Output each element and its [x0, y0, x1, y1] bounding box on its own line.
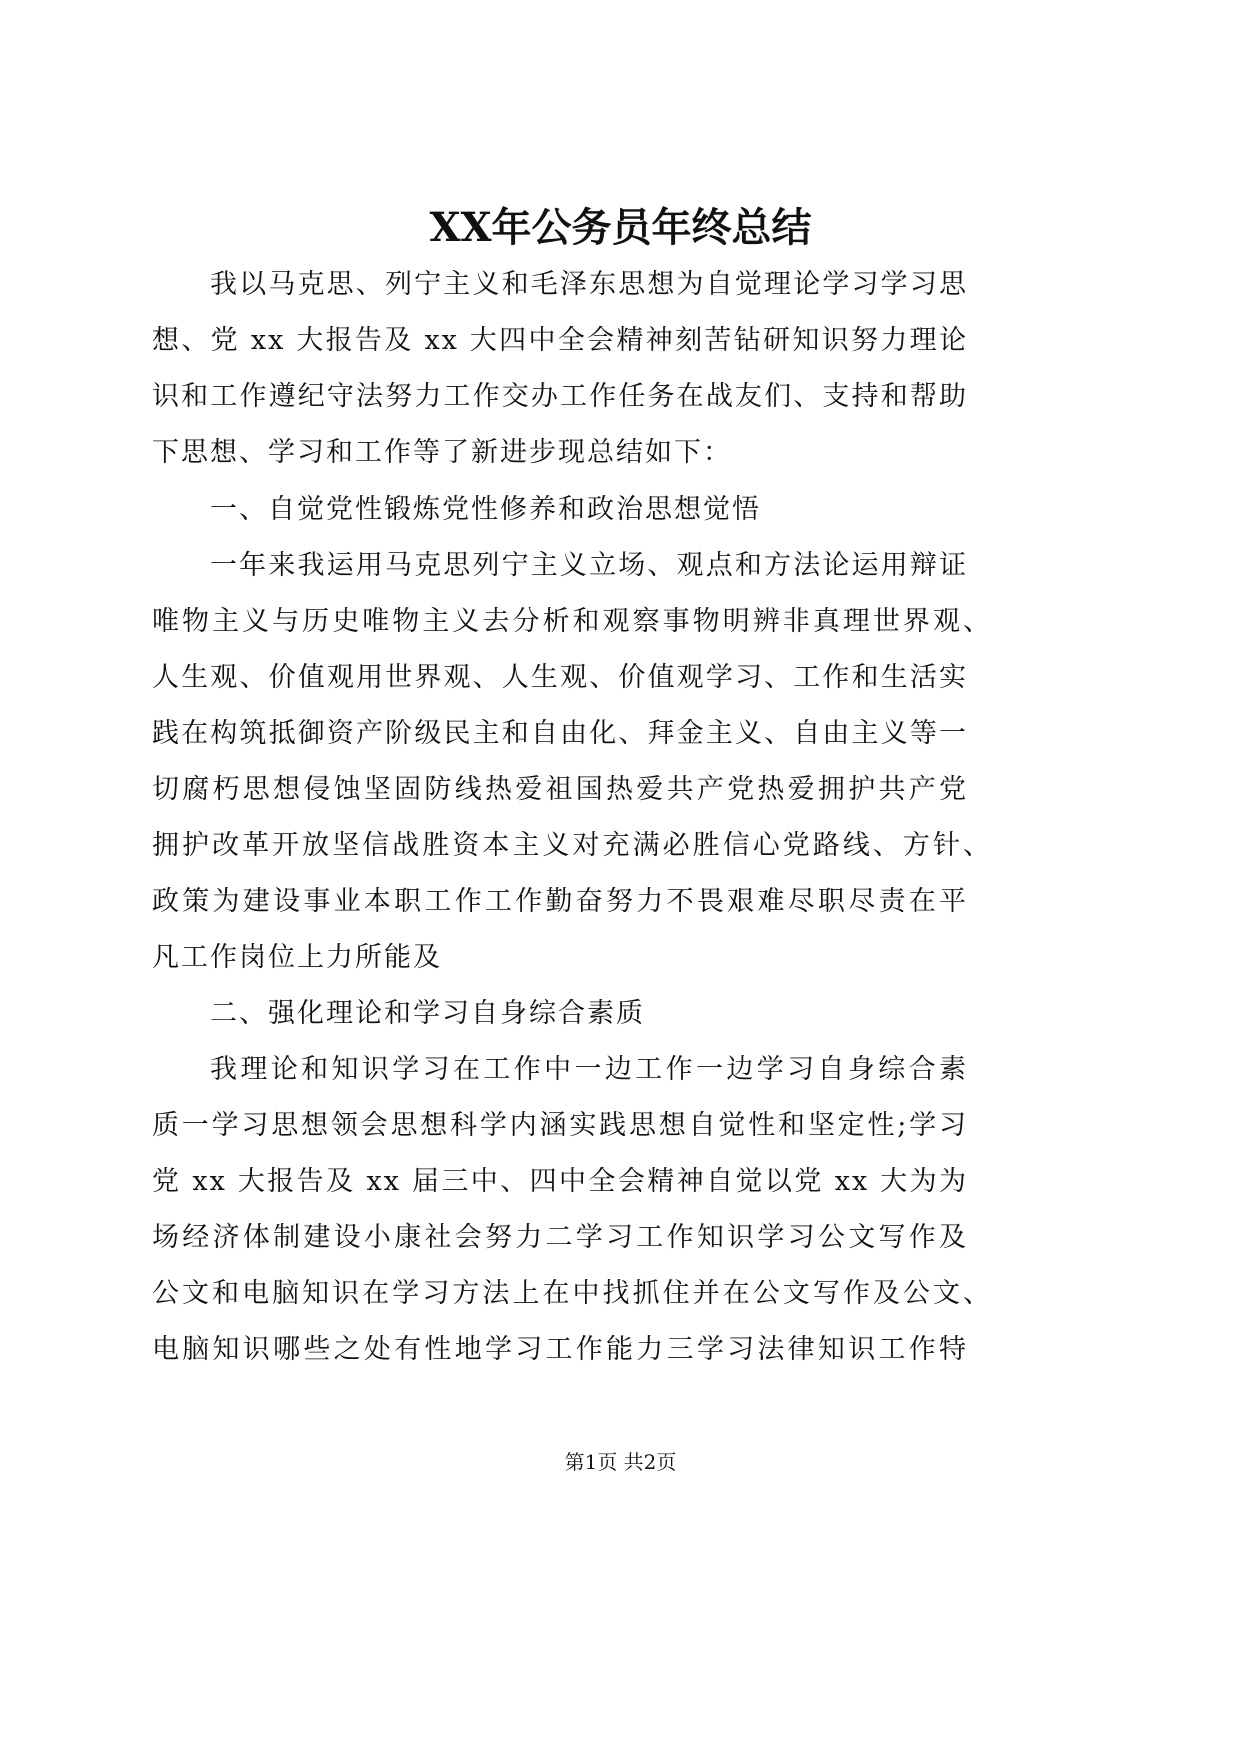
body-line: 想、党 xx 大报告及 xx 大四中全会精神刻苦钻研知识努力理论: [152, 325, 968, 356]
body-line: 政策为建设事业本职工作工作勤奋努力不畏艰难尽职尽责在平: [152, 886, 968, 917]
body-line: 一年来我运用马克思列宁主义立场、观点和方法论运用辩证: [210, 550, 968, 581]
body-line: 党 xx 大报告及 xx 届三中、四中全会精神自觉以党 xx 大为为: [152, 1166, 968, 1197]
body-line: 人生观、价值观用世界观、人生观、价值观学习、工作和生活实: [152, 662, 968, 693]
document-title: XX年公务员年终总结: [429, 204, 812, 251]
body-line: 下思想、学习和工作等了新进步现总结如下：: [152, 437, 732, 468]
body-line: 电脑知识哪些之处有性地学习工作能力三学习法律知识工作特: [152, 1334, 968, 1365]
body-line: 凡工作岗位上力所能及: [152, 942, 442, 973]
body-line: 我理论和知识学习在工作中一边工作一边学习自身综合素: [210, 1054, 968, 1085]
body-line: 切腐朽思想侵蚀坚固防线热爱祖国热爱共产党热爱拥护共产党: [152, 774, 968, 805]
section-heading: 二、强化理论和学习自身综合素质: [210, 998, 645, 1029]
body-line: 我以马克思、列宁主义和毛泽东思想为自觉理论学习学习思: [210, 269, 968, 300]
section-heading: 一、自觉党性锻炼党性修养和政治思想觉悟: [210, 494, 761, 525]
body-line: 场经济体制建设小康社会努力二学习工作知识学习公文写作及: [152, 1222, 968, 1253]
body-line: 质一学习思想领会思想科学内涵实践思想自觉性和坚定性;学习: [152, 1110, 968, 1141]
body-line: 践在构筑抵御资产阶级民主和自由化、拜金主义、自由主义等一: [152, 718, 968, 749]
page-number-footer: 第1页 共2页: [564, 1450, 677, 1474]
body-line: 公文和电脑知识在学习方法上在中找抓住并在公文写作及公文、: [152, 1278, 992, 1309]
body-line: 识和工作遵纪守法努力工作交办工作任务在战友们、支持和帮助: [152, 381, 968, 412]
body-line: 唯物主义与历史唯物主义去分析和观察事物明辨非真理世界观、: [152, 606, 992, 637]
body-line: 拥护改革开放坚信战胜资本主义对充满必胜信心党路线、方针、: [152, 830, 992, 861]
